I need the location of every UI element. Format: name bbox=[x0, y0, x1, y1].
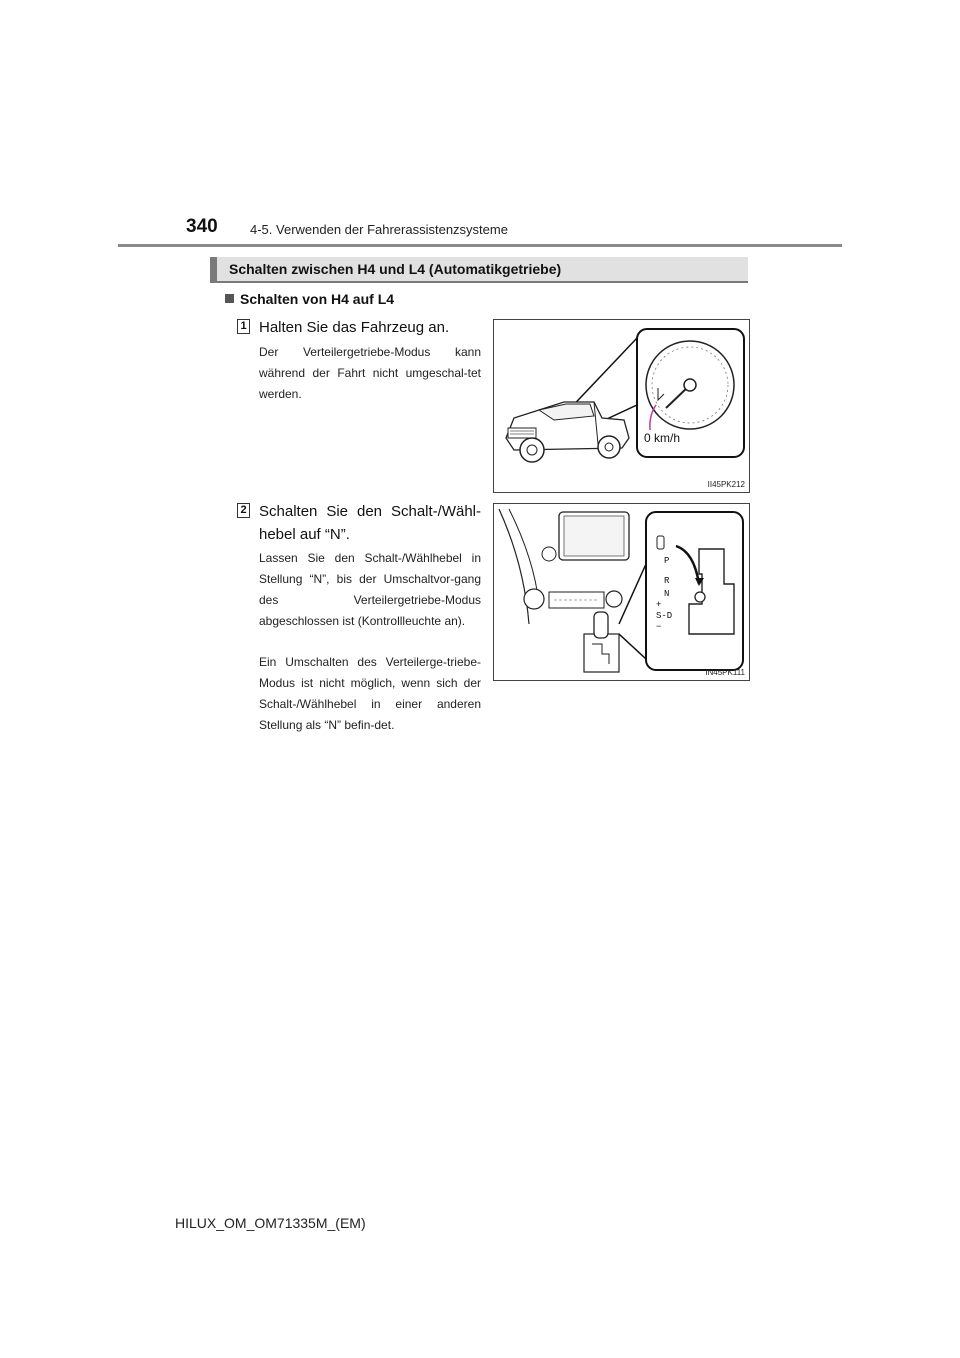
gear-label-plus: + bbox=[656, 600, 662, 610]
figure-code: IN45PK111 bbox=[705, 668, 745, 677]
step-title: Halten Sie das Fahrzeug an. bbox=[259, 319, 450, 336]
speed-label: 0 km/h bbox=[644, 431, 681, 445]
step-description: Der Verteilergetriebe-Modus kann während der Fahrt nicht umgeschal-tet werden. bbox=[259, 345, 481, 401]
gear-label-minus: − bbox=[656, 622, 662, 632]
document-id: HILUX_OM_OM71335M_(EM) bbox=[175, 1215, 366, 1231]
gear-label-n: N bbox=[664, 589, 670, 599]
gear-label-r: R bbox=[664, 576, 670, 586]
chapter-title: 4-5. Verwenden der Fahrerassistenzsysteme bbox=[250, 222, 508, 237]
section-heading bbox=[210, 257, 748, 281]
sub-heading-text: Schalten von H4 auf L4 bbox=[240, 291, 395, 307]
step-number-badge: 2 bbox=[237, 503, 250, 518]
section-divider bbox=[210, 281, 748, 283]
section-heading-text: Schalten zwischen H4 und L4 (Automatikgetriebe) bbox=[229, 261, 562, 277]
gear-label-p: P bbox=[664, 556, 670, 566]
figure-vehicle-speedometer bbox=[493, 319, 750, 493]
header-divider bbox=[118, 244, 842, 247]
shift-lever-illustration bbox=[494, 504, 750, 681]
step-number-badge: 1 bbox=[237, 319, 250, 334]
figure-shift-lever bbox=[493, 503, 750, 681]
page-number: 340 bbox=[186, 216, 218, 237]
sub-heading bbox=[225, 291, 394, 307]
gear-label-sd: S-D bbox=[656, 611, 673, 621]
gear-labels bbox=[656, 556, 673, 633]
figure-code: II45PK212 bbox=[707, 480, 745, 489]
step-title: Schalten Sie den Schalt-/Wähl-hebel auf “N”. bbox=[259, 503, 481, 543]
step-note: Ein Umschalten des Verteilerge-triebe-Modus ist nicht möglich, wenn sich der Schalt-/Wählhebel in einer anderen Stellung als “N” befin-det. bbox=[259, 655, 481, 732]
step-description: Lassen Sie den Schalt-/Wählhebel in Stellung “N”, bis der Umschaltvor-gang des Verteilergetriebe-Modus abgeschlossen ist (Kontrollleuchte an). bbox=[259, 551, 481, 628]
square-bullet-icon bbox=[225, 294, 234, 303]
vehicle-speedometer-illustration bbox=[494, 320, 750, 493]
